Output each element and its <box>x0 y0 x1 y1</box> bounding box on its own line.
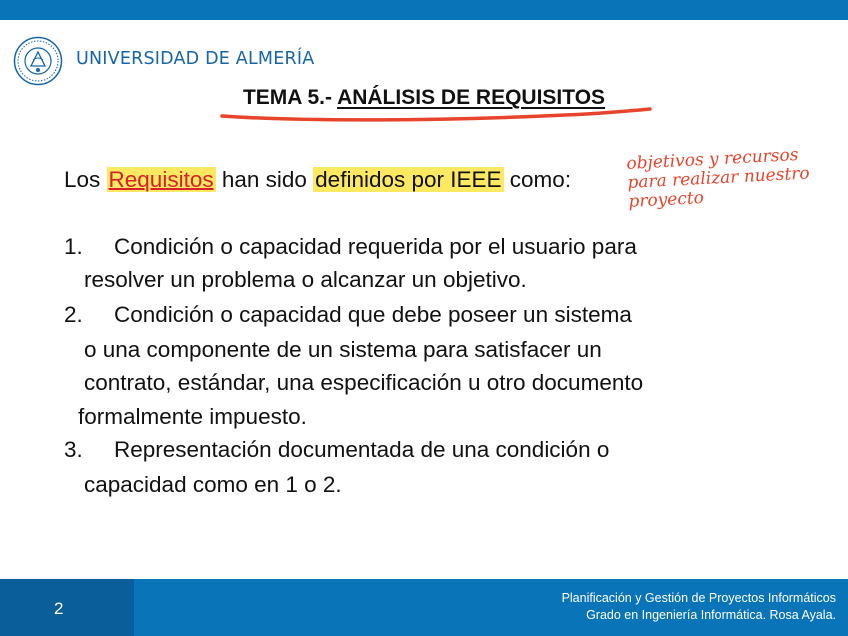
list-item-1-line-2: resolver un problema o alcanzar un objetivo. <box>84 267 527 292</box>
list-number: 3. <box>64 437 83 462</box>
footer-course-info <box>562 590 836 624</box>
list-item-2-line-1 <box>64 302 632 328</box>
list-number: 2. <box>64 302 83 327</box>
intro-mid: han sido <box>215 167 314 192</box>
list-text: Condición o capacidad que debe poseer un sistema <box>114 302 632 327</box>
list-item-1-line-1 <box>64 234 637 260</box>
intro-post: como: <box>503 167 572 192</box>
handwritten-annotation: objetivos y recursos para realizar nuestro proyecto <box>625 144 811 212</box>
footer-course-title: Planificación y Gestión de Proyectos Informáticos <box>561 591 836 605</box>
title-prefix: TEMA 5.- <box>242 86 338 109</box>
list-item-3-line-2: capacidad como en 1 o 2. <box>84 472 342 497</box>
term-requisitos: Requisitos <box>108 167 214 192</box>
list-item-3-line-1 <box>64 437 609 463</box>
list-item-2-line-2: o una componente de un sistema para satisfacer un <box>84 337 602 362</box>
footer-degree-author: Grado en Ingeniería Informática. Rosa Ayala. <box>586 608 836 622</box>
list-number: 1. <box>64 234 83 259</box>
title-annotation-stroke <box>218 100 654 124</box>
list-text: Condición o capacidad requerida por el usuario para <box>114 234 637 259</box>
highlight-ieee: definidos por IEEE <box>315 167 502 192</box>
title-underlined: ANÁLISIS DE REQUISITOS <box>337 86 606 109</box>
page-number: 2 <box>54 599 64 618</box>
definition-intro <box>64 167 571 193</box>
university-name: UNIVERSIDAD DE ALMERÍA <box>76 49 315 69</box>
intro-pre: Los <box>64 167 107 192</box>
university-seal-icon <box>13 36 63 86</box>
top-bar <box>0 0 848 20</box>
list-text: Representación documentada de una condición o <box>114 437 610 462</box>
list-item-2-line-3: contrato, estándar, una especificación u otro documento <box>84 370 644 395</box>
list-item-2-line-4: formalmente impuesto. <box>78 404 307 429</box>
footer-page-box <box>0 579 134 636</box>
